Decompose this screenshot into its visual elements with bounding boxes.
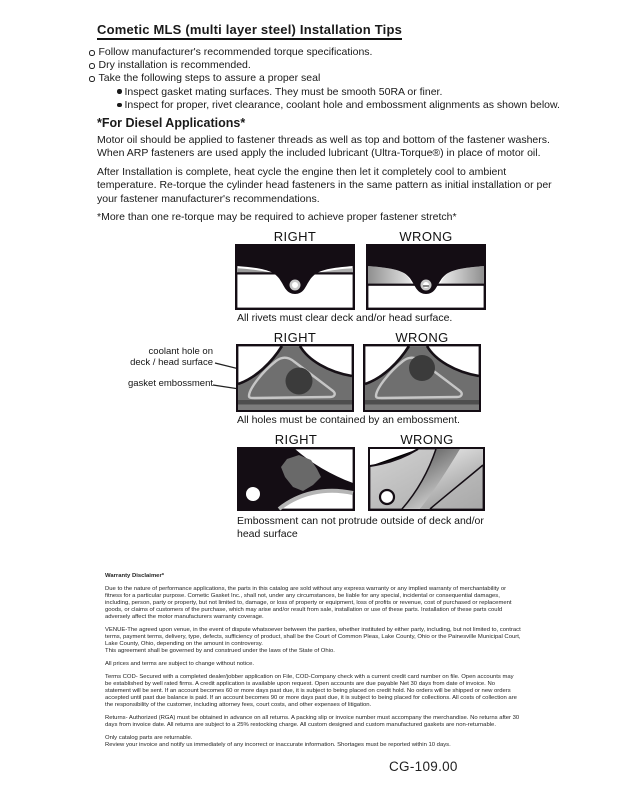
warranty-paragraph: This agreement shall be governed by and construed under the laws of the State of Ohio. bbox=[105, 648, 335, 654]
retorque-note: *More than one re-torque may be required to achieve proper fastener stretch* bbox=[97, 211, 457, 223]
warranty-paragraph: VENUE-The agreed upon venue, in the event of dispute whatsoever between the parties, whether instituted by either party, including, but not limited to, contract terms, payment terms, delivery, type, defects, sufficiency of product, shall be the Court of Common Pleas, Lake County, Ohio or the Painesville Municipal Court, Lake County, Ohio, depending on the amount in controversy. bbox=[105, 627, 521, 647]
tip-item bbox=[89, 59, 569, 72]
figure1-right-label: RIGHT bbox=[273, 229, 317, 244]
tips-list bbox=[89, 46, 569, 112]
diesel-paragraph-2: After Installation is complete, heat cycle the engine then let it completely cool to ambient temperature. Re-torque the cylinder head fasteners in the same pattern as initial installation or per your fastener manufacturer's recommendations. bbox=[97, 166, 552, 205]
page-title: Cometic MLS (multi layer steel) Installation Tips bbox=[97, 22, 402, 40]
tip-text: Take the following steps to assure a proper seal bbox=[98, 72, 321, 85]
callout-gasket-embossment-label: gasket embossment bbox=[127, 378, 213, 389]
figure3-caption: Embossment can not protrude outside of deck and/or head surface bbox=[237, 515, 484, 540]
filled-circle-bullet-icon bbox=[117, 89, 122, 94]
warranty-paragraph: Due to the nature of performance applications, the parts in this catalog are sold without any express warranty or any implied warranty of merchantability or fitness for a particular purpose. Cometic Gasket Inc., shall not, under any circumstances, be liable for any special, incidental or consequential damages, including, person, party or property, but not limited to, damage, or loss of property or equipment, loss of profits or revenue, cost of purchased or replacement goods, or claims of customers of the purchase, which may arise and/or result from sale, installation or use of these parts. Installation of these parts could adversely affect the motor manufacturers warranty coverage. bbox=[105, 586, 512, 620]
warranty-disclaimer bbox=[105, 573, 521, 755]
figure3-right-label: RIGHT bbox=[274, 432, 318, 447]
rivet-wrong-image bbox=[366, 244, 486, 310]
sub-tip-text: Inspect gasket mating surfaces. They must be smooth 50RA or finer. bbox=[124, 85, 443, 98]
warranty-paragraph: All prices and terms are subject to change without notice. bbox=[105, 661, 254, 667]
callout-coolant-hole-label: coolant hole on deck / head surface bbox=[130, 346, 213, 368]
warranty-paragraph: Review your invoice and notify us immediately of any incorrect or inaccurate information. Shortages must be reported within 10 days. bbox=[105, 742, 451, 748]
page-number: CG-109.00 bbox=[389, 759, 458, 774]
sub-tip-item bbox=[117, 86, 569, 99]
protrude-right-image bbox=[237, 447, 355, 511]
open-circle-bullet-icon bbox=[89, 63, 95, 69]
tip-text: Dry installation is recommended. bbox=[98, 59, 251, 72]
open-circle-bullet-icon bbox=[89, 76, 95, 82]
diesel-heading: *For Diesel Applications* bbox=[97, 116, 246, 130]
protrude-wrong-image bbox=[368, 447, 485, 511]
open-circle-bullet-icon bbox=[89, 50, 95, 56]
sub-tip-text: Inspect for proper, rivet clearance, coolant hole and embossment alignments as shown below. bbox=[124, 98, 560, 111]
rivet-right-image bbox=[235, 244, 355, 310]
warranty-paragraph: Terms COD- Secured with a completed dealer/jobber application on File, COD-Company check with a current credit card number on file. Open accounts may be established by well rated firms. A credit application is available upon request. Open accounts are due payable Net 30 days from date of invoice. No statement will be sent. If an account becomes 60 or more days past due, it is subject to being placed on credit hold. No orders will be shipped or new orders accepted until past due balance is paid. If an account becomes 90 or more days past due, it is subject to being placed for collections. All costs of collection are the responsibility of the customer, including attorney fees, court costs, and other expenses of litigation. bbox=[105, 674, 517, 708]
sub-tip-item bbox=[117, 99, 569, 112]
figure1-wrong-label: WRONG bbox=[399, 229, 453, 244]
diesel-paragraph-1: Motor oil should be applied to fastener threads as well as top and bottom of the fastener washers. When ARP fasteners are used apply the included lubricant (Ultra-Torque®) in place of motor oil. bbox=[97, 134, 550, 160]
tip-item bbox=[89, 46, 569, 59]
warranty-heading: Warranty Disclaimer* bbox=[105, 573, 165, 579]
figure1-caption: All rivets must clear deck and/or head surface. bbox=[237, 312, 453, 324]
warranty-paragraph: Returns- Authorized (RGA) must be obtained in advance on all returns. A packing slip or invoice number must accompany the merchandise. No returns after 30 days from invoice date. All returns are subject to a 25% restocking charge. All custom designed and custom manufactured gaskets are non-returnable. bbox=[105, 715, 520, 728]
figure2-wrong-label: WRONG bbox=[395, 330, 449, 345]
filled-circle-bullet-icon bbox=[117, 103, 122, 108]
figure2-right-label: RIGHT bbox=[273, 330, 317, 345]
embossment-right-image bbox=[236, 344, 354, 412]
tip-text: Follow manufacturer's recommended torque specifications. bbox=[98, 46, 373, 58]
figure2-caption: All holes must be contained by an embossment. bbox=[237, 414, 460, 426]
tip-item bbox=[89, 72, 569, 85]
figure3-wrong-label: WRONG bbox=[400, 432, 454, 447]
embossment-wrong-image bbox=[363, 344, 481, 412]
warranty-paragraph: Only catalog parts are returnable. bbox=[105, 735, 193, 741]
